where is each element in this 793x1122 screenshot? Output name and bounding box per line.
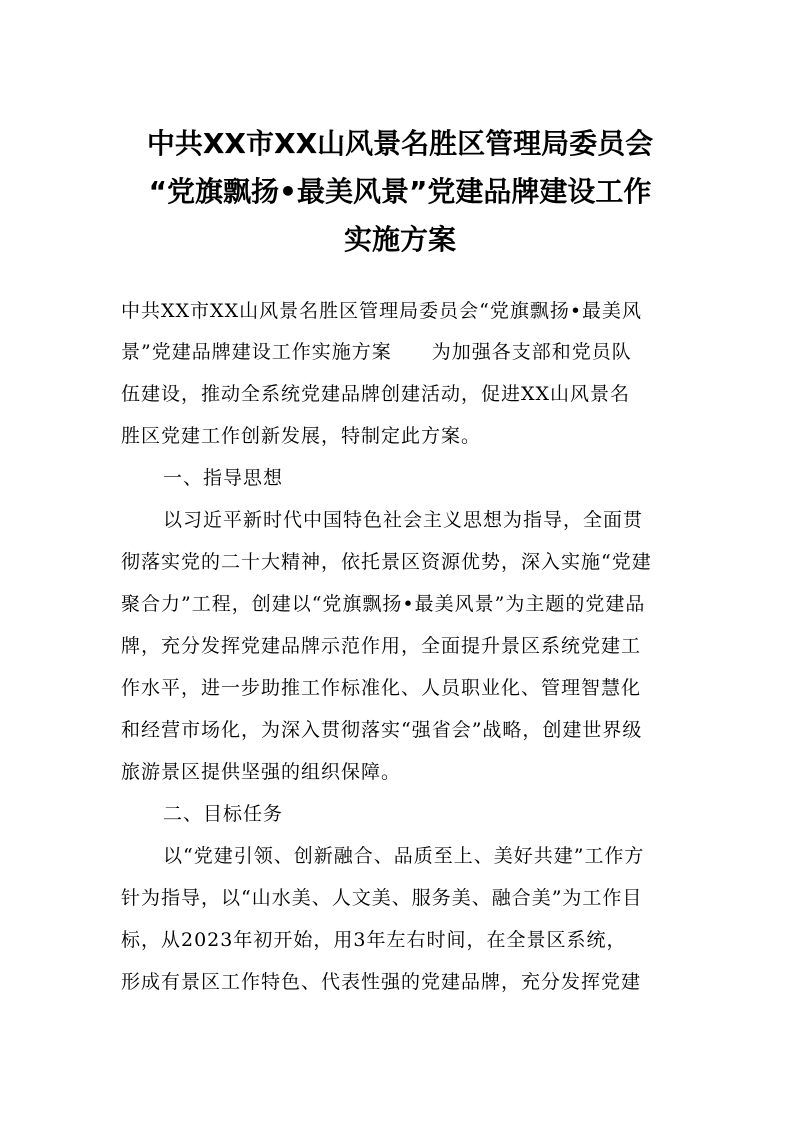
body-line: 标，从2023年初开始，用3年左右时间，在全景区系统， — [121, 929, 627, 951]
document-title-line-3: 实施方案 — [343, 223, 456, 256]
body-line: 针为指导，以“山水美、人文美、服务美、融合美”为工作目 — [121, 887, 643, 909]
document-title-line-1: 中共XX市XX山风景名胜区管理局委员会 — [146, 127, 654, 160]
body-line: 以习近平新时代中国特色社会主义思想为指导，全面贯 — [163, 509, 644, 531]
body-line: 彻落实党的二十大精神，依托景区资源优势，深入实施“党建 — [121, 551, 652, 573]
section-heading-goals-tasks: 二、目标任务 — [163, 803, 284, 825]
body-line: 中共XX市XX山风景名胜区管理局委员会“党旗飘扬•最美风 — [121, 300, 643, 322]
body-line: 景”党建品牌建设工作实施方案 为加强各支部和党员队 — [121, 341, 632, 363]
body-line: 聚合力”工程，创建以“党旗飘扬•最美风景”为主题的党建品 — [121, 593, 646, 615]
body-line: 牌，充分发挥党建品牌示范作用，全面提升景区系统党建工 — [121, 635, 642, 657]
body-line: 旅游景区提供坚强的组织保障。 — [121, 761, 402, 783]
document-title-line-2: “党旗飘扬•最美风景”党建品牌建设工作 — [148, 175, 652, 208]
section-heading-guiding-ideology: 一、指导思想 — [163, 467, 284, 489]
body-line: 和经营市场化，为深入贯彻落实“强省会”战略，创建世界级 — [121, 719, 643, 741]
body-line: 形成有景区工作特色、代表性强的党建品牌，充分发挥党建 — [121, 971, 642, 993]
body-line: 胜区党建工作创新发展，特制定此方案。 — [121, 425, 482, 447]
body-line: 以“党建引领、创新融合、品质至上、美好共建”工作方 — [163, 845, 645, 867]
body-line: 作水平，进一步助推工作标准化、人员职业化、管理智慧化 — [121, 677, 642, 699]
body-line: 伍建设，推动全系统党建品牌创建活动，促进XX山风景名 — [121, 383, 631, 405]
